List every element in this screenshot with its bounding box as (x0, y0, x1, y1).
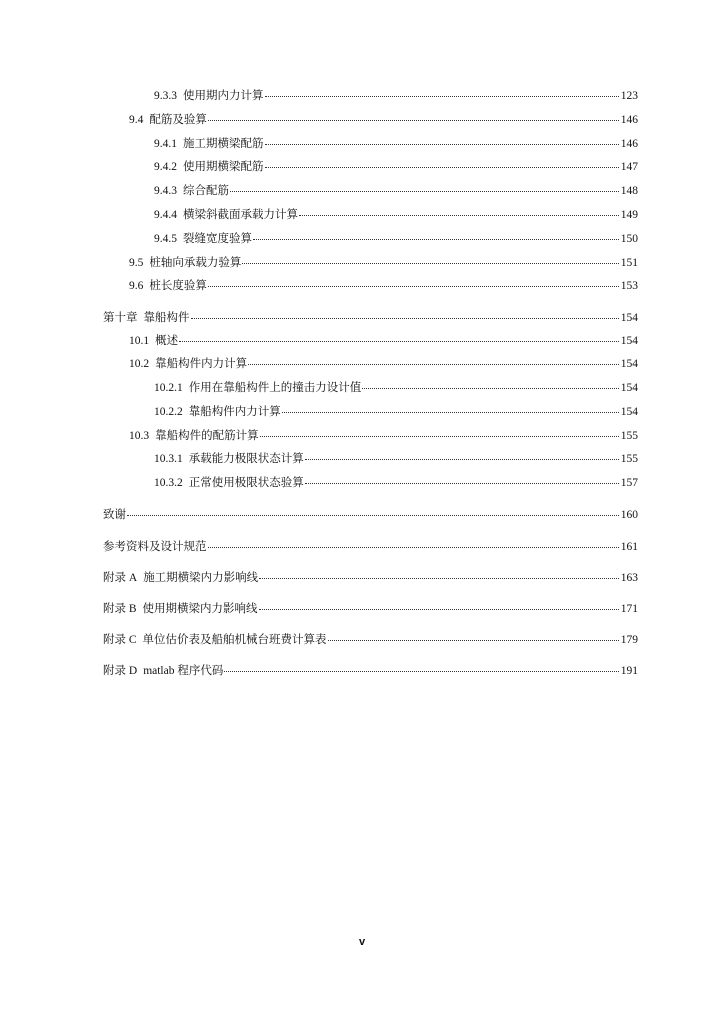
toc-entry-page: 153 (620, 280, 638, 292)
toc-entry-title: 桩长度验算 (149, 280, 207, 292)
toc-entry[interactable] (154, 208, 638, 222)
toc-entry-page: 147 (620, 161, 638, 173)
toc-entry-page: 171 (620, 603, 638, 615)
dot-leader (265, 167, 620, 168)
dot-leader (127, 515, 619, 516)
toc-entry-page: 191 (620, 665, 638, 677)
toc-entry[interactable] (103, 602, 638, 616)
toc-entry-number: 9.4.5 (154, 233, 177, 245)
toc-entry-title: 综合配筋 (183, 185, 229, 197)
toc-entry-number: 10.2.2 (154, 406, 183, 418)
toc-entry-title: 正常使用极限状态验算 (188, 477, 304, 489)
toc-entry-page: 179 (620, 634, 638, 646)
dot-leader (191, 318, 620, 319)
toc-entry-page: 154 (620, 335, 638, 347)
toc-entry[interactable] (129, 256, 638, 270)
dot-leader (305, 483, 619, 484)
toc-entry[interactable] (154, 89, 638, 103)
dot-leader (242, 263, 619, 264)
dot-leader (265, 144, 620, 145)
toc-entry-title: 靠船构件内力计算 (155, 358, 248, 370)
toc-entry[interactable] (103, 540, 638, 554)
toc-entry[interactable] (103, 571, 638, 585)
toc-entry[interactable] (129, 113, 638, 127)
dot-leader (179, 341, 619, 342)
toc-entry-page: 157 (620, 477, 638, 489)
toc-entry[interactable] (103, 633, 638, 647)
dot-leader (299, 215, 619, 216)
toc-entry[interactable] (154, 452, 638, 466)
toc-entry[interactable] (154, 381, 638, 395)
toc-entry[interactable] (103, 508, 638, 522)
toc-entry[interactable] (154, 160, 638, 174)
toc-entry-number: 10.3.2 (154, 477, 183, 489)
toc-entry-title: 靠船构件的配筋计算 (155, 430, 259, 442)
toc-entry-number: 10.2 (129, 358, 150, 370)
toc-entry-page: 123 (620, 90, 638, 102)
dot-leader (208, 120, 619, 121)
toc-entry-page: 163 (620, 572, 638, 584)
toc-entry[interactable] (103, 311, 638, 325)
dot-leader (253, 239, 619, 240)
toc-entry[interactable] (154, 405, 638, 419)
toc-entry-page: 160 (620, 509, 638, 521)
toc-entry-title: 靠船构件 (143, 312, 190, 324)
toc-entry[interactable] (154, 184, 638, 198)
toc-entry-page: 154 (620, 312, 638, 324)
dot-leader (305, 459, 619, 460)
toc-entry-page: 154 (620, 358, 638, 370)
toc-entry-number: 9.4.4 (154, 209, 177, 221)
toc-entry-page: 154 (620, 406, 638, 418)
toc-entry-number: 10.1 (129, 335, 150, 347)
toc-entry[interactable] (154, 232, 638, 246)
toc-entry-title: 使用期横梁配筋 (183, 161, 264, 173)
toc-entry-title: 横梁斜截面承载力计算 (183, 209, 298, 221)
toc-entry-number: 9.5 (129, 257, 144, 269)
toc-entry-title: 致谢 (103, 509, 126, 521)
dot-leader (259, 609, 619, 610)
dot-leader (362, 388, 619, 389)
toc-entry-number: 10.2.1 (154, 382, 183, 394)
toc-entry-title: 使用期横梁内力影响线 (142, 603, 258, 615)
toc-entry-number: 附录 C (103, 634, 137, 646)
toc-entry-page: 148 (620, 185, 638, 197)
toc-entry-number: 9.4.2 (154, 161, 177, 173)
toc-entry[interactable] (129, 334, 638, 348)
toc-entry-title: 裂缝宽度验算 (183, 233, 252, 245)
toc-entry-number: 10.3.1 (154, 453, 183, 465)
toc-entry-number: 10.3 (129, 430, 150, 442)
dot-leader (230, 191, 619, 192)
toc-entry[interactable] (103, 664, 638, 678)
toc-entry-page: 151 (620, 257, 638, 269)
toc-entry-title: 单位估价表及船舶机械台班费计算表 (142, 634, 327, 646)
dot-leader (224, 671, 619, 672)
toc-entry-number: 第十章 (103, 312, 138, 324)
toc-entry-title: 施工期横梁配筋 (183, 138, 264, 150)
toc-entry[interactable] (154, 137, 638, 151)
toc-entry-number: 附录 D (103, 665, 138, 677)
dot-leader (282, 412, 619, 413)
toc-entry-page: 154 (620, 382, 638, 394)
toc-entry[interactable] (129, 429, 638, 443)
page-number: v (358, 936, 366, 948)
toc-entry-title: 靠船构件内力计算 (188, 406, 281, 418)
dot-leader (248, 364, 619, 365)
dot-leader (260, 436, 619, 437)
toc-entry-page: 155 (620, 430, 638, 442)
toc-entry-page: 161 (620, 541, 638, 553)
dot-leader (265, 96, 620, 97)
toc-entry-page: 149 (620, 209, 638, 221)
toc-entry-title: 施工期横梁内力影响线 (143, 572, 259, 584)
toc-entry-number: 9.4 (129, 114, 144, 126)
toc-entry-title: 作用在靠船构件上的撞击力设计值 (188, 382, 362, 394)
toc-entry-page: 150 (620, 233, 638, 245)
dot-leader (328, 640, 619, 641)
toc-entry-number: 9.6 (129, 280, 144, 292)
toc-entry-title: 概述 (155, 335, 179, 347)
toc-entry-title: 桩轴向承载力验算 (149, 257, 242, 269)
dot-leader (208, 286, 619, 287)
toc-entry[interactable] (154, 476, 638, 490)
toc-entry[interactable] (129, 357, 638, 371)
toc-entry[interactable] (129, 279, 638, 293)
toc-entry-number: 附录 A (103, 572, 138, 584)
toc-entry-page: 146 (620, 138, 638, 150)
dot-leader (208, 547, 620, 548)
toc-entry-number: 9.4.3 (154, 185, 177, 197)
toc-entry-number: 9.3.3 (154, 90, 177, 102)
dot-leader (259, 578, 619, 579)
toc-entry-page: 155 (620, 453, 638, 465)
toc-entry-page: 146 (620, 114, 638, 126)
toc-entry-title: 配筋及验算 (149, 114, 207, 126)
toc-entry-title: matlab 程序代码 (143, 665, 224, 677)
toc-entry-title: 参考资料及设计规范 (103, 541, 207, 553)
toc-entry-title: 承载能力极限状态计算 (188, 453, 304, 465)
toc-entry-title: 使用期内力计算 (183, 90, 264, 102)
toc-entry-number: 9.4.1 (154, 138, 177, 150)
toc-entry-number: 附录 B (103, 603, 137, 615)
